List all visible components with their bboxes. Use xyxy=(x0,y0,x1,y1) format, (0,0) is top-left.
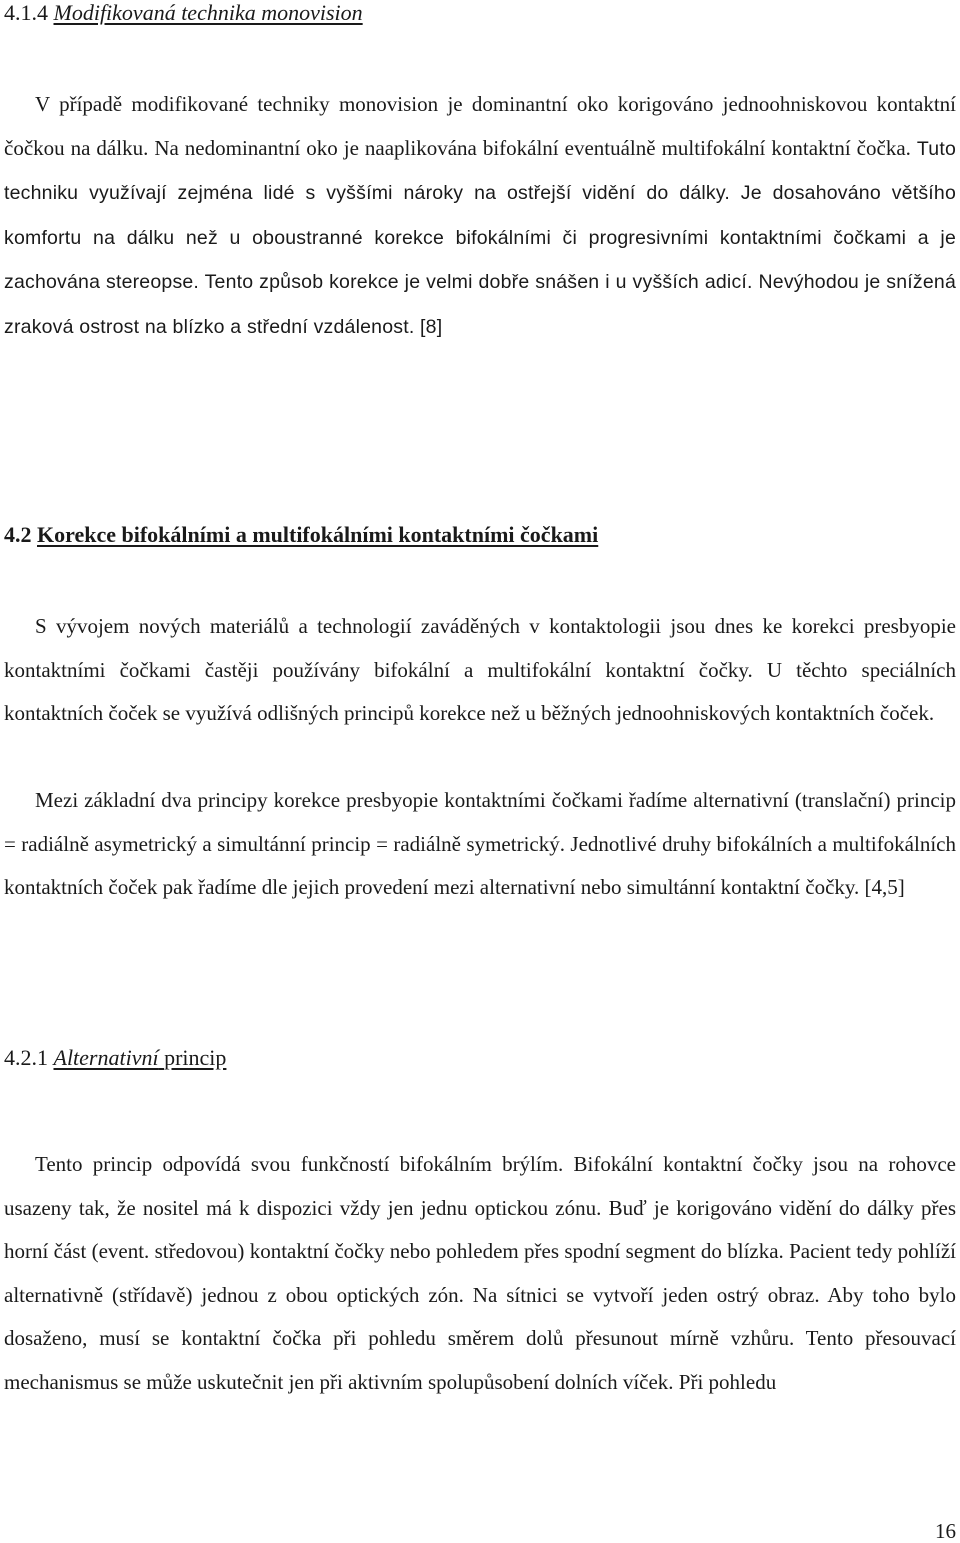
paragraph-text-part1: V případě modifikované techniky monovision je dominantní oko korigováno jednoohniskovou kontaktní čočkou na dálku. Na nedominantní oko je naaplikována bifokální eventuálně multifokální kontaktní čočka. xyxy=(4,92,956,160)
section-title-italic: Alternativní xyxy=(53,1045,159,1070)
paragraph-text: Tento princip odpovídá svou funkčností bifokálním brýlím. Bifokální kontaktní čočky jsou na rohovce usazeny tak, že nositel má k dispozici vždy jen jednu optickou zónu. Buď je korigováno vidění do dálky přes horní část (event. středovou) kontaktní čočky nebo pohledem přes spodní segment do blízka. Pacient tedy pohlíží alternativně (střídavě) jednou z obou optických zón. Na sítnici se vytvoří jeden ostrý obraz. Aby toho bylo dosaženo, musí se kontaktní čočka při pohledu směrem dolů přesunout mírně vzhůru. Tento přesouvací mechanismus se může uskutečnit jen při aktivním spolupůsobení dolních víček. Při pohledu xyxy=(4,1152,956,1394)
paragraph-monovision xyxy=(4,83,956,350)
paragraph-new-materials xyxy=(4,605,956,736)
section-heading-4-2 xyxy=(4,522,598,548)
section-title-rest: princip xyxy=(164,1045,227,1070)
section-title: Modifikovaná technika monovision xyxy=(53,0,363,25)
paragraph-principles xyxy=(4,779,956,910)
section-number: 4.1.4 xyxy=(4,0,48,25)
paragraph-text: S vývojem nových materiálů a technologií zaváděných v kontaktologii jsou dnes ke korekci presbyopie kontaktními čočkami častěji používány bifokální a multifokální kontaktní čočky. U těchto speciálních kontaktních čoček se využívá odlišných principů korekce než u běžných jednoohniskových kontaktních čoček. xyxy=(4,614,956,726)
section-heading-4-2-1 xyxy=(4,1045,226,1071)
page-number: 16 xyxy=(935,1519,956,1543)
paragraph-alternative-principle xyxy=(4,1143,956,1405)
paragraph-text: Mezi základní dva principy korekce presbyopie kontaktními čočkami řadíme alternativní (translační) princip = radiálně asymetrický a simultánní princip = radiálně symetrický. Jednotlivé druhy bifokálních a multifokálních kontaktních čoček pak řadíme dle jejich provedení mezi alternativní nebo simultánní kontaktní čočky. [4,5] xyxy=(4,788,956,900)
paragraph-text-part2: Tuto techniku využívají zejména lidé s vyššími nároky na ostřejší vidění do dálky. Je dosahováno většího komfortu na dálku než u oboustranné korekce bifokálními či progresivními kontaktními čočkami a je zachována stereopse. Tento způsob korekce je velmi dobře snášen i u vyšších adicí. Nevýhodou je snížená zraková ostrost na blízko a střední vzdálenost. [8] xyxy=(4,137,956,338)
section-number: 4.2 xyxy=(4,522,32,547)
section-number: 4.2.1 xyxy=(4,1045,48,1070)
section-heading-4-1-4 xyxy=(4,0,363,26)
section-title: Korekce bifokálními a multifokálními kontaktními čočkami xyxy=(37,522,599,547)
